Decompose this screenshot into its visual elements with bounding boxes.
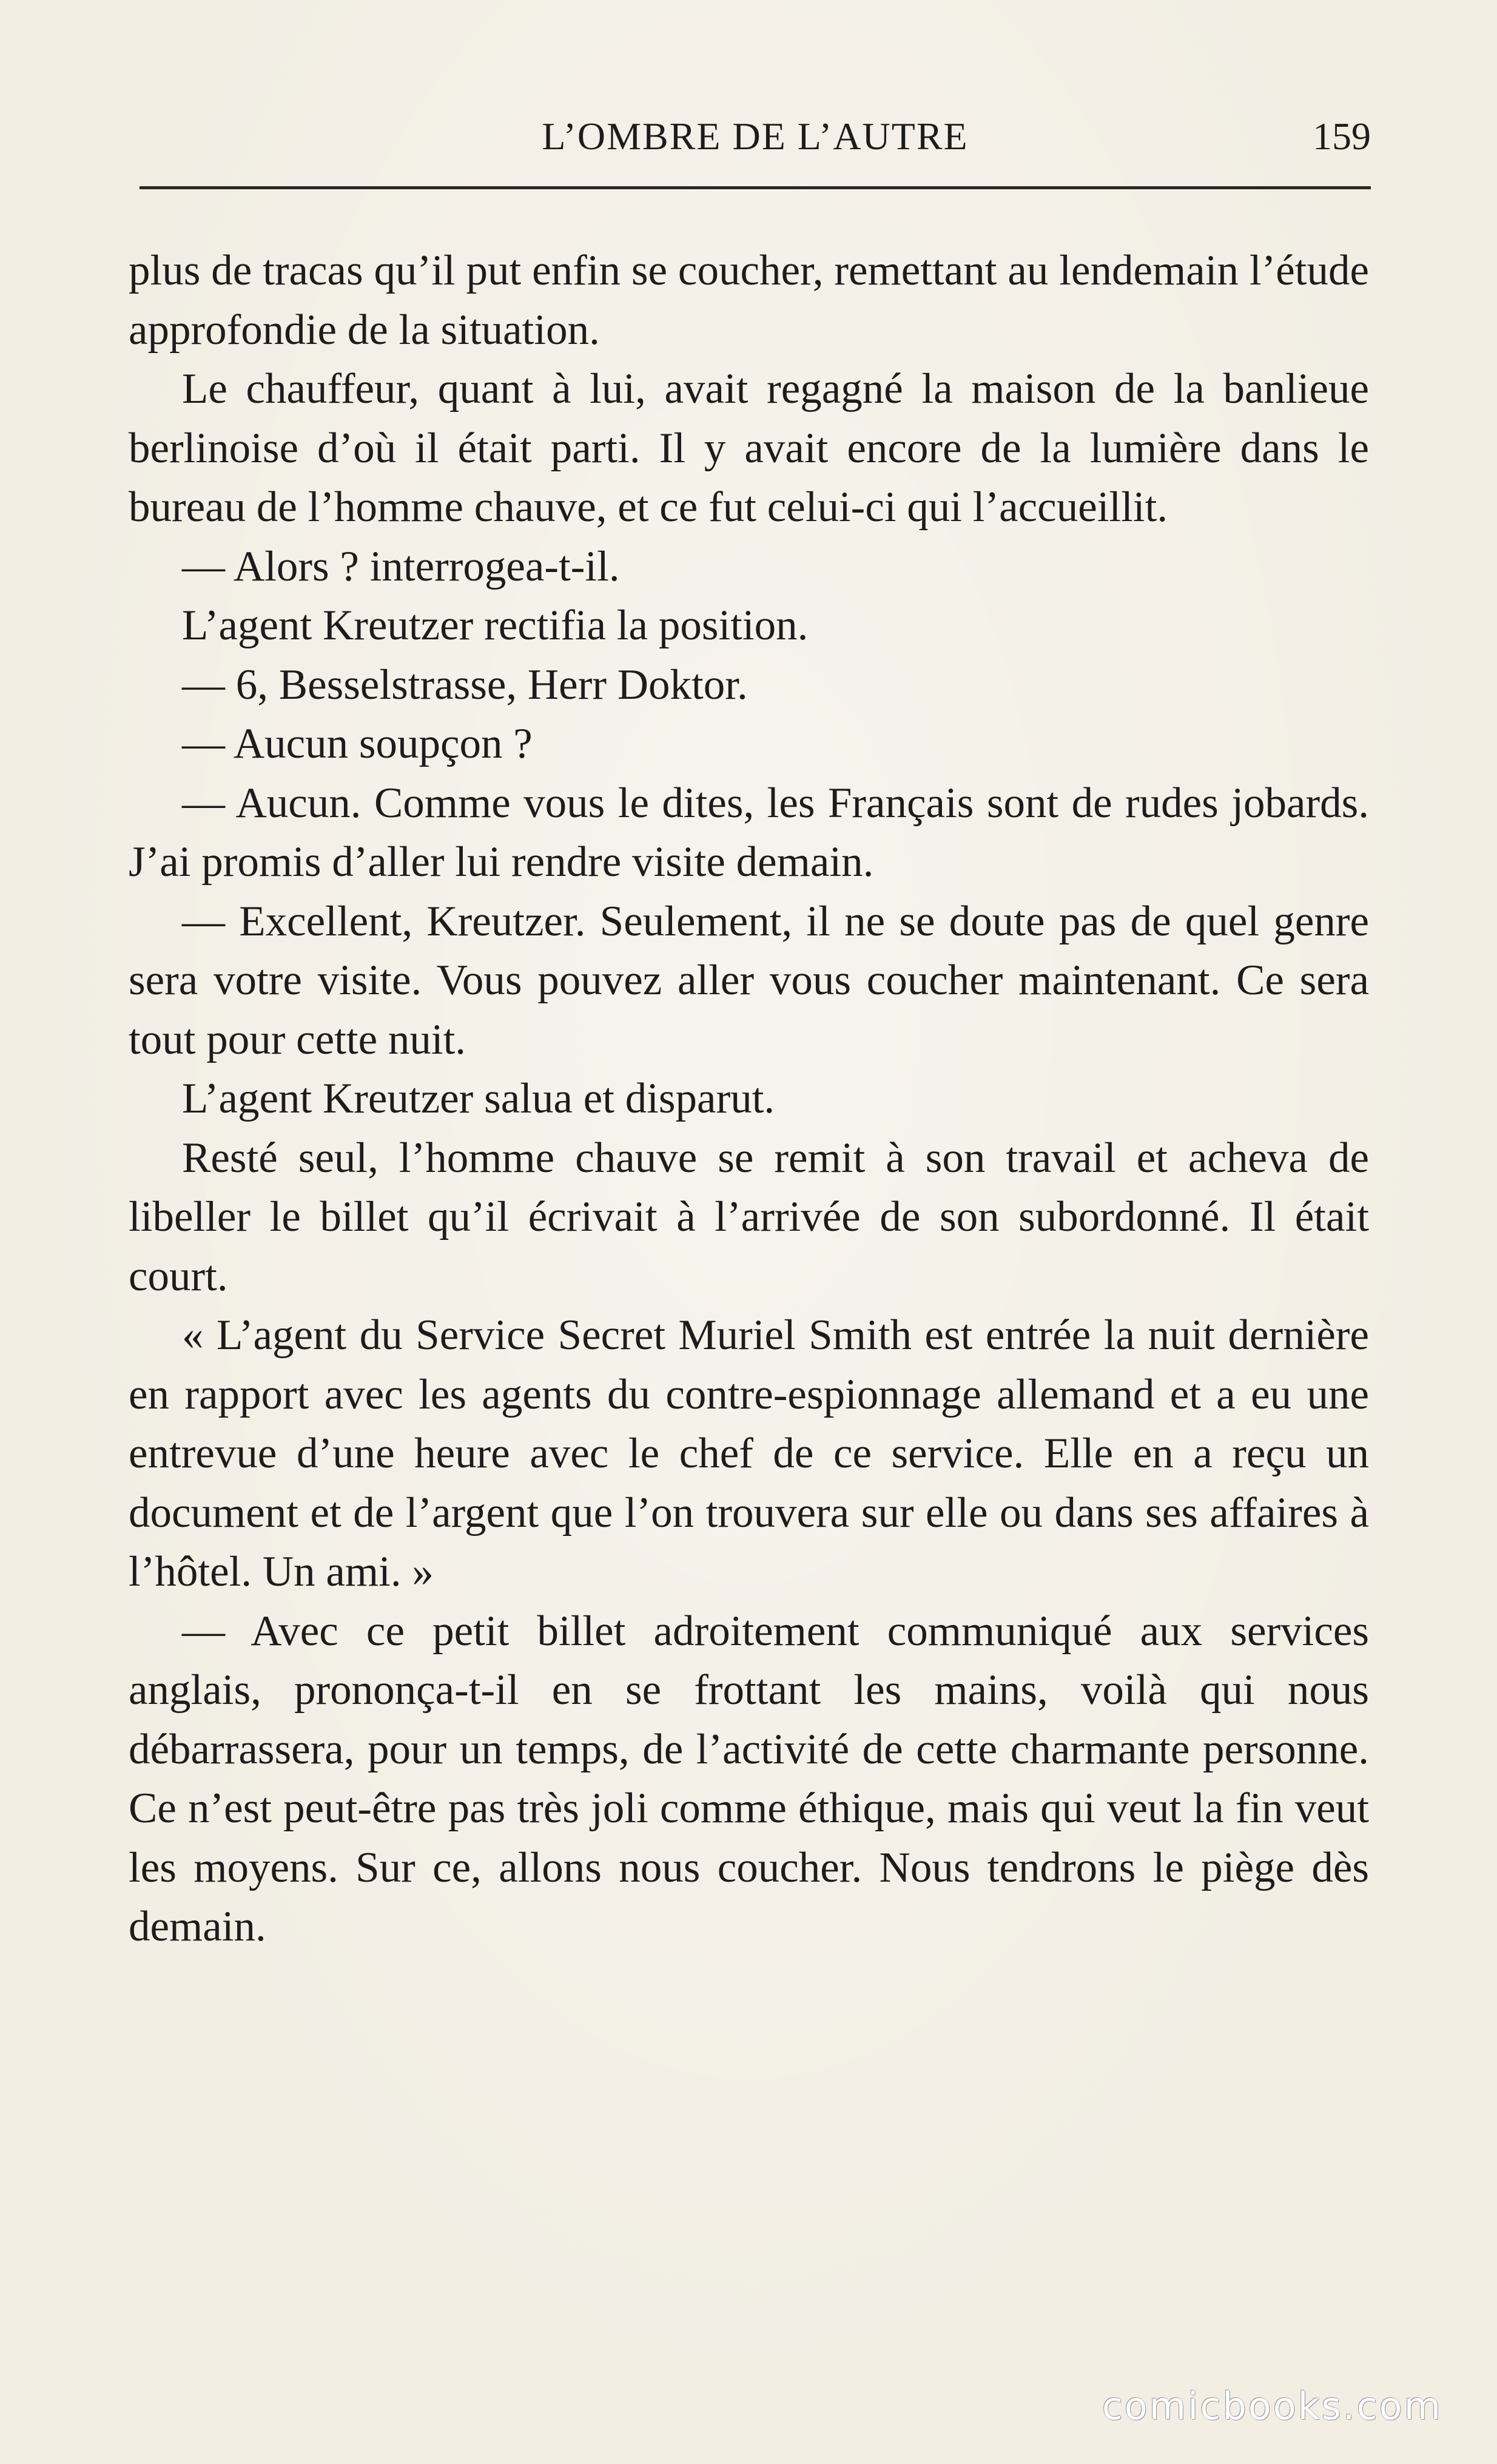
paragraph: L’agent Kreutzer rectifia la position. [182,602,809,649]
dialogue-line: — Avec ce petit billet adroitement communiqué aux services anglais, prononça-t-il en se frottant les mains, voilà qui nous débarrassera, pour un temps, de l’activité de cette charmante personne. Ce n’est peut-être pas très joli comme éthique, mais qui veut la fin veut les moyens. Sur ce, allons nous coucher. Nous tendrons le piège dès demain. [129,1607,1369,1950]
quoted-note: « L’agent du Service Secret Muriel Smith est entrée la nuit dernière en rapport avec les agents du contre-espionnage allemand et a eu une entrevue d’une heure avec le chef de ce service. Elle en a reçu un document et de l’argent que l’on trouvera sur elle ou dans ses affaires à l’hôtel. Un ami. » [129,1311,1369,1595]
dialogue-line: — Aucun soupçon ? [182,720,533,767]
dialogue-line: — Aucun. Comme vous le dites, les Français sont de rudes jobards. J’ai promis d’aller lui rendre visite demain. [129,779,1369,886]
paragraph: L’agent Kreutzer salua et disparut. [182,1075,775,1122]
body-text [129,241,1369,1957]
paragraph: Le chauffeur, quant à lui, avait regagné la maison de la banlieue berlinoise d’où il était parti. Il y avait encore de la lumière dans le bureau de l’homme chauve, et ce fut celui-ci qui l’accueillit. [129,365,1369,531]
watermark: comicbooks.com [1102,2384,1442,2428]
page-number: 159 [1313,115,1371,158]
header-rule [140,186,1371,189]
running-title: L’OMBRE DE L’AUTRE [542,115,969,158]
dialogue-line: — Alors ? interrogea-t-il. [182,542,620,590]
dialogue-line: — 6, Besselstrasse, Herr Doktor. [182,661,748,709]
paragraph: Resté seul, l’homme chauve se remit à son travail et acheva de libeller le billet qu’il écrivait à l’arrivée de son subordonné. Il était court. [129,1134,1369,1300]
running-head [140,106,1371,167]
paragraph: plus de tracas qu’il put enfin se coucher, remettant au lendemain l’étude approfondie de la situation. [129,247,1369,354]
dialogue-line: — Excellent, Kreutzer. Seulement, il ne se doute pas de quel genre sera votre visite. Vous pouvez aller vous coucher maintenant. Ce sera tout pour cette nuit. [129,897,1369,1063]
